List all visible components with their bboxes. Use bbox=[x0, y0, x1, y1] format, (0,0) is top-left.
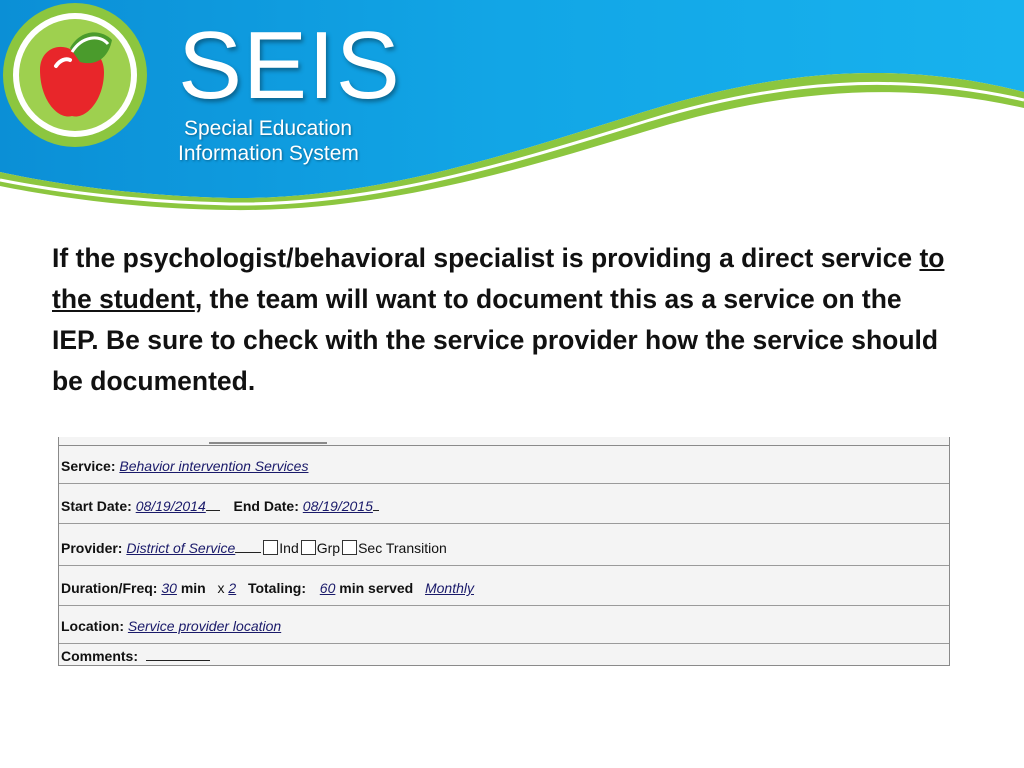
end-date-label: End Date: bbox=[233, 498, 299, 514]
duration-row bbox=[59, 566, 949, 606]
brand-subtitle-line2: Information System bbox=[178, 142, 359, 165]
duration-value: 30 bbox=[161, 580, 177, 596]
service-label: Service: bbox=[61, 458, 116, 474]
ind-checkbox-label: Ind bbox=[279, 540, 299, 556]
sec-transition-checkbox[interactable] bbox=[342, 540, 357, 555]
comments-blank bbox=[146, 659, 210, 661]
start-date-underline bbox=[206, 509, 220, 511]
header-banner bbox=[0, 0, 1024, 215]
instruction-paragraph bbox=[52, 238, 952, 402]
service-value: Behavior intervention Services bbox=[119, 458, 309, 474]
brand-subtitle-line1: Special Education bbox=[184, 117, 353, 140]
times-label: x bbox=[217, 580, 225, 596]
sec-transition-checkbox-label: Sec Transition bbox=[358, 540, 447, 556]
paragraph-text-after: , the team will want to document this as a service on the IEP. Be sure to check with the service provider how the service should be documented. bbox=[52, 284, 939, 396]
start-date-label: Start Date: bbox=[61, 498, 132, 514]
provider-row bbox=[59, 524, 949, 566]
provider-label: Provider: bbox=[61, 540, 123, 556]
min-served-label: min served bbox=[339, 580, 414, 596]
comments-label: Comments: bbox=[61, 648, 139, 664]
totaling-label: Totaling: bbox=[247, 580, 307, 596]
freq-value: 2 bbox=[228, 580, 237, 596]
duration-label: Duration/Freq: bbox=[61, 580, 158, 596]
end-date-underline bbox=[373, 509, 379, 511]
provider-underline bbox=[235, 551, 261, 553]
start-date-value: 08/19/2014 bbox=[135, 498, 206, 514]
dates-row bbox=[59, 484, 949, 524]
comments-row bbox=[59, 644, 949, 665]
brand-title: SEIS bbox=[178, 12, 401, 119]
banner-background bbox=[0, 0, 1024, 215]
ind-checkbox[interactable] bbox=[263, 540, 278, 555]
period-value: Monthly bbox=[424, 580, 475, 596]
seis-apple-logo-icon bbox=[0, 0, 150, 150]
paragraph-text-before: If the psychologist/behavioral specialist is providing a direct service bbox=[52, 243, 920, 273]
location-row bbox=[59, 606, 949, 644]
min-label: min bbox=[180, 580, 206, 596]
paragraph-underlined-text: to the student bbox=[52, 243, 945, 314]
provider-value: District of Service bbox=[126, 540, 236, 556]
grp-checkbox[interactable] bbox=[301, 540, 316, 555]
service-form-screenshot bbox=[58, 437, 950, 666]
location-label: Location: bbox=[61, 618, 124, 634]
location-value: Service provider location bbox=[127, 618, 282, 634]
brand-subtitle bbox=[178, 116, 359, 166]
totaling-value: 60 bbox=[319, 580, 336, 596]
end-date-value: 08/19/2015 bbox=[302, 498, 373, 514]
grp-checkbox-label: Grp bbox=[316, 540, 341, 556]
service-row bbox=[59, 446, 949, 484]
form-top-tab bbox=[209, 442, 327, 444]
